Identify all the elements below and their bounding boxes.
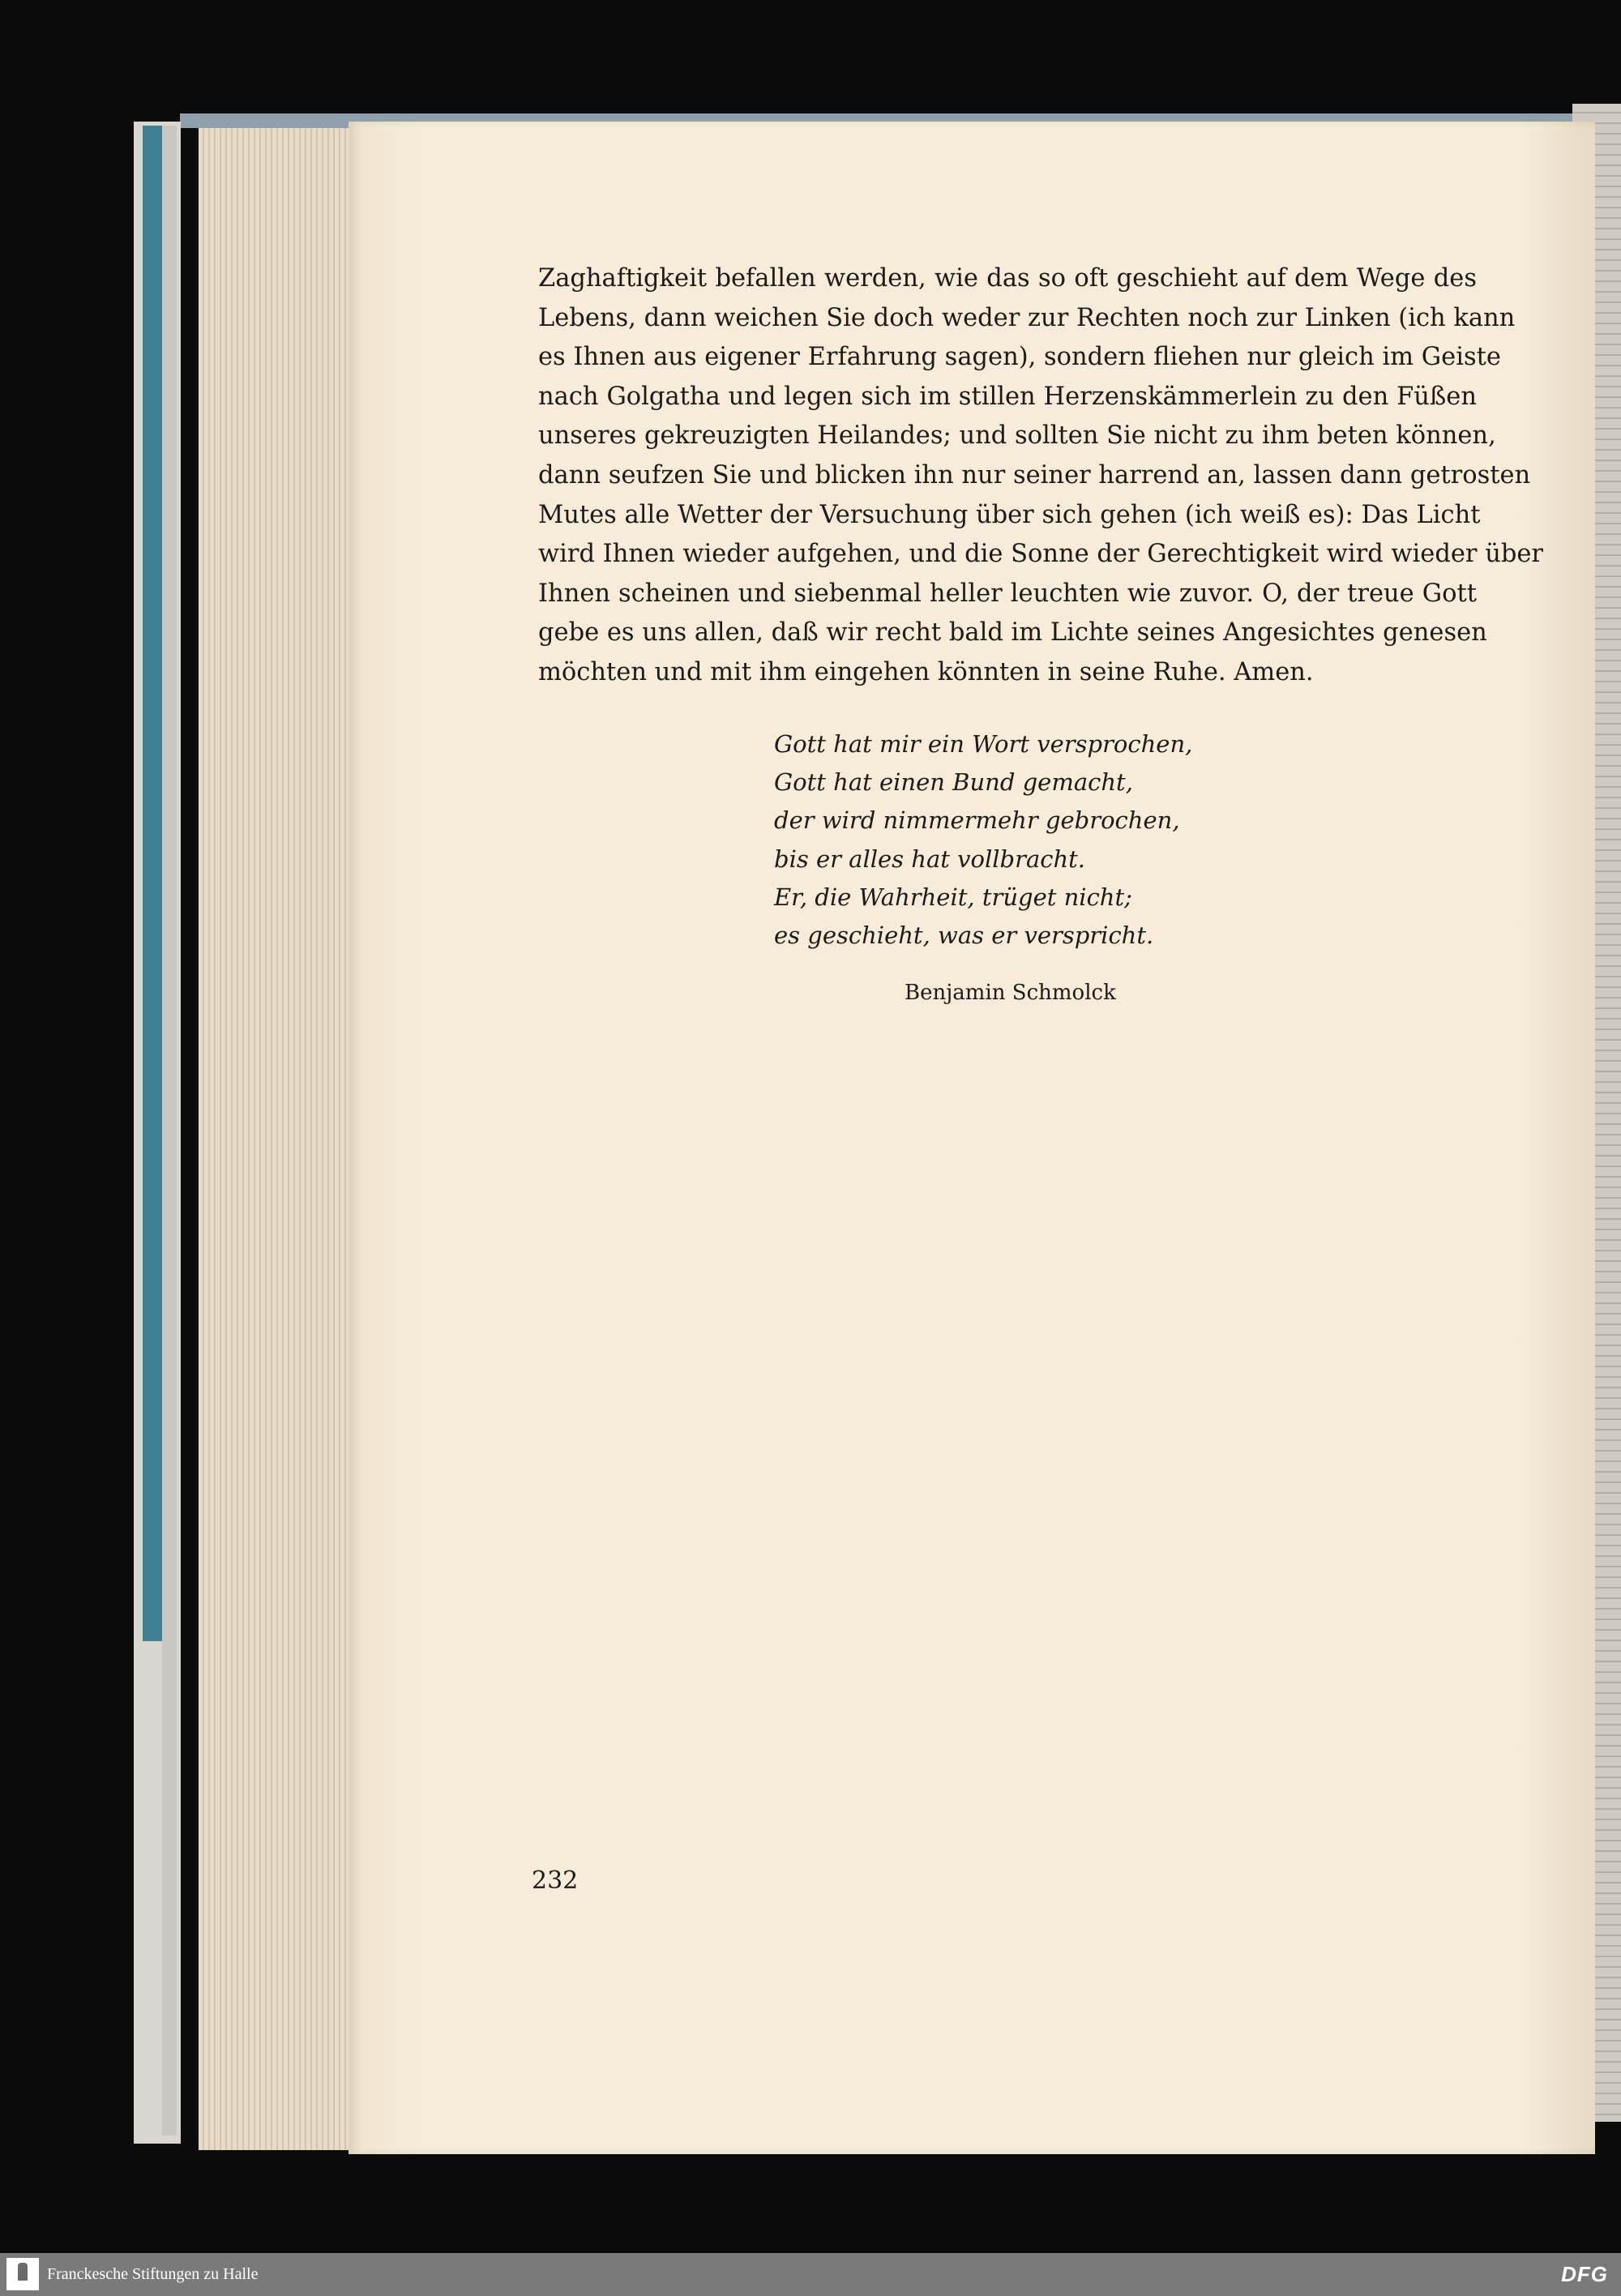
institution-name: Franckesche Stiftungen zu Halle xyxy=(47,2265,259,2283)
body-line: Zaghaftigkeit befallen werden, wie das so oft geschieht auf dem Wege des xyxy=(538,264,1477,293)
verse-line: Gott hat mir ein Wort versprochen, xyxy=(774,730,1193,758)
body-line: Lebens, dann weichen Sie doch weder zur Rechten noch zur Linken (ich kann xyxy=(538,303,1516,332)
body-line: gebe es uns allen, daß wir recht bald im Lichte seines Angesichtes genesen xyxy=(538,618,1487,648)
body-line: dann seufzen Sie und blicken ihn nur seiner harrend an, lassen dann getrosten xyxy=(538,460,1531,490)
dfg-logo: DFG xyxy=(1561,2262,1608,2286)
verse-line: Gott hat einen Bund gemacht, xyxy=(774,768,1133,797)
book-spine-edge xyxy=(162,126,177,2136)
verse-line: Er, die Wahrheit, trüget nicht; xyxy=(774,883,1132,911)
body-line: Mutes alle Wetter der Versuchung über sich gehen (ich weiß es): Das Licht xyxy=(538,500,1481,529)
body-text xyxy=(538,259,1543,693)
body-line: es Ihnen aus eigener Erfahrung sagen), sondern fliehen nur gleich im Geiste xyxy=(538,343,1501,372)
body-line: nach Golgatha und legen sich im stillen Herzenskämmerlein zu den Füßen xyxy=(538,382,1477,411)
viewer-footer-bar xyxy=(0,2253,1621,2296)
body-line: Ihnen scheinen und siebenmal heller leuchten wie zuvor. O, der treue Gott xyxy=(538,579,1477,608)
page-number: 232 xyxy=(532,1866,579,1895)
body-line: wird Ihnen wieder aufgehen, und die Sonne der Gerechtigkeit wird wieder über xyxy=(538,540,1543,569)
body-line: möchten und mit ihm eingehen könnten in seine Ruhe. Amen. xyxy=(538,657,1314,686)
verse-line: der wird nimmermehr gebrochen, xyxy=(774,806,1180,835)
verse-author: Benjamin Schmolck xyxy=(905,981,1116,1005)
hymn-verse xyxy=(774,725,1260,955)
page-edges-stack xyxy=(199,128,361,2150)
francke-foundation-logo-icon xyxy=(6,2258,39,2290)
body-line: unseres gekreuzigten Heilandes; und sollten Sie nicht zu ihm beten können, xyxy=(538,421,1496,451)
book-spine-blue-stripe xyxy=(143,126,162,1641)
verse-line: bis er alles hat vollbracht. xyxy=(774,844,1086,873)
verse-line: es geschieht, was er verspricht. xyxy=(774,921,1154,950)
